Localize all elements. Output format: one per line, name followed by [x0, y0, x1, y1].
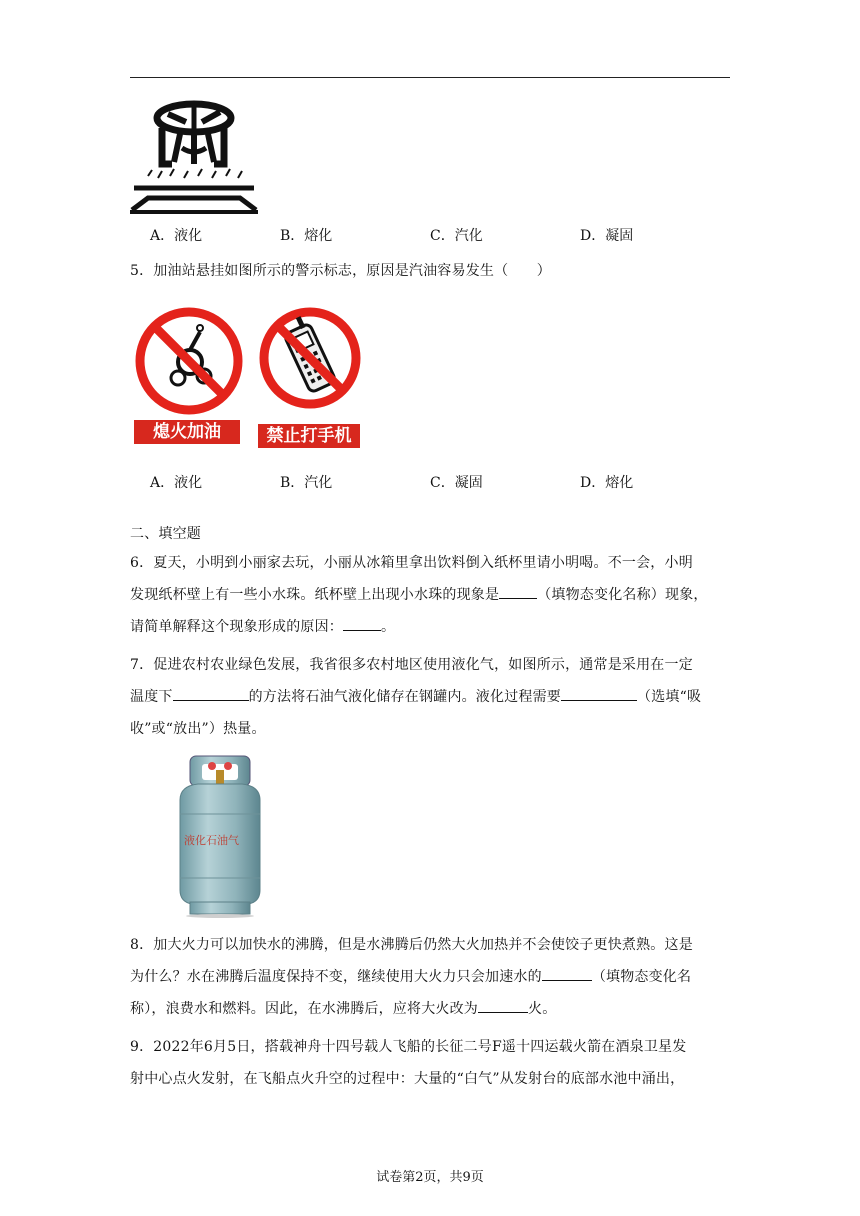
q5-stem: 5．加油站悬挂如图所示的警示标志，原因是汽油容易发生（ ） [130, 263, 551, 279]
q5-option-a: A．液化 [150, 475, 203, 491]
page-footer: 试卷第2页，共9页 [376, 1170, 484, 1185]
q8-line2 [130, 966, 691, 986]
q6-blank-2[interactable] [343, 629, 381, 631]
sign1-caption: 熄火加油 [134, 420, 240, 444]
q6-line1: 6．夏天，小明到小丽家去玩，小丽从冰箱里拿出饮料倒入纸杯里请小明喝。不一会，小明 [130, 555, 693, 571]
q7-line2 [130, 686, 701, 706]
q8-line3-text-a: 称），浪费水和燃料。因此，在水沸腾后，应将大火改为 [130, 1001, 478, 1017]
q7-line2-text-a: 温度下 [130, 689, 173, 705]
q7-blank-2[interactable] [561, 699, 637, 701]
header-rule [130, 77, 730, 78]
q7-line2-text-b: 的方法将石油气液化储存在钢罐内。液化过程需要 [248, 689, 562, 705]
q6-line2-text-a: 发现纸杯壁上有一些小水珠。纸杯壁上出现小水珠的现象是 [130, 587, 500, 603]
q8-line3 [130, 998, 556, 1018]
q5-option-d: D．熔化 [580, 475, 634, 491]
q6-line3-text-a: 请简单解释这个现象形成的原因： [130, 619, 343, 635]
q8-line3-text-b: 火。 [528, 1001, 557, 1017]
no-phone-sign-icon [258, 306, 362, 410]
q9-line1: 9．2022年6月5日，搭载神舟十四号载人飞船的长征二号F遥十四运载火箭在酒泉卫星发 [130, 1039, 687, 1055]
q5-option-b: B．汽化 [280, 475, 333, 491]
q6-blank-1[interactable] [499, 597, 537, 599]
q7-line3: 收”或“放出”）热量。 [130, 721, 266, 737]
q6-line3-text-b: 。 [381, 619, 396, 635]
sign2-caption: 禁止打手机 [258, 424, 360, 448]
q8-blank-1[interactable] [542, 979, 592, 981]
q4-option-a: A．液化 [150, 228, 203, 244]
q5-option-c: C．凝固 [430, 475, 483, 491]
tank-label: 液化石油气 [184, 834, 239, 847]
q4-figure-pot-illustration [128, 98, 260, 218]
q8-blank-2[interactable] [478, 1011, 528, 1013]
q7-line1: 7．促进农村农业绿色发展，我省很多农村地区使用液化气，如图所示，通常是采用在一定 [130, 657, 693, 673]
q6-line3 [130, 616, 395, 636]
q4-option-d: D．凝固 [580, 228, 634, 244]
q4-option-c: C．汽化 [430, 228, 483, 244]
no-fire-sign-icon [134, 306, 244, 416]
q8-line2-text-a: 为什么？水在沸腾后温度保持不变，继续使用大火力只会加速水的 [130, 969, 542, 985]
q9-line2: 射中心点火发射，在飞船点火升空的过程中：大量的“白气”从发射台的底部水池中涌出， [130, 1071, 685, 1087]
section-heading: 二、填空题 [130, 526, 201, 542]
q8-line1: 8．加大火力可以加快水的沸腾，但是水沸腾后仍然大火加热并不会使饺子更快煮熟。这是 [130, 937, 693, 953]
q4-option-b: B．熔化 [280, 228, 333, 244]
q6-line2-text-b: （填物态变化名称）现象， [537, 587, 708, 603]
q7-line2-text-c: （选填“吸 [637, 689, 702, 705]
q8-line2-text-b: （填物态变化名 [591, 969, 692, 985]
q7-blank-1[interactable] [173, 699, 249, 701]
q6-line2 [130, 584, 708, 604]
